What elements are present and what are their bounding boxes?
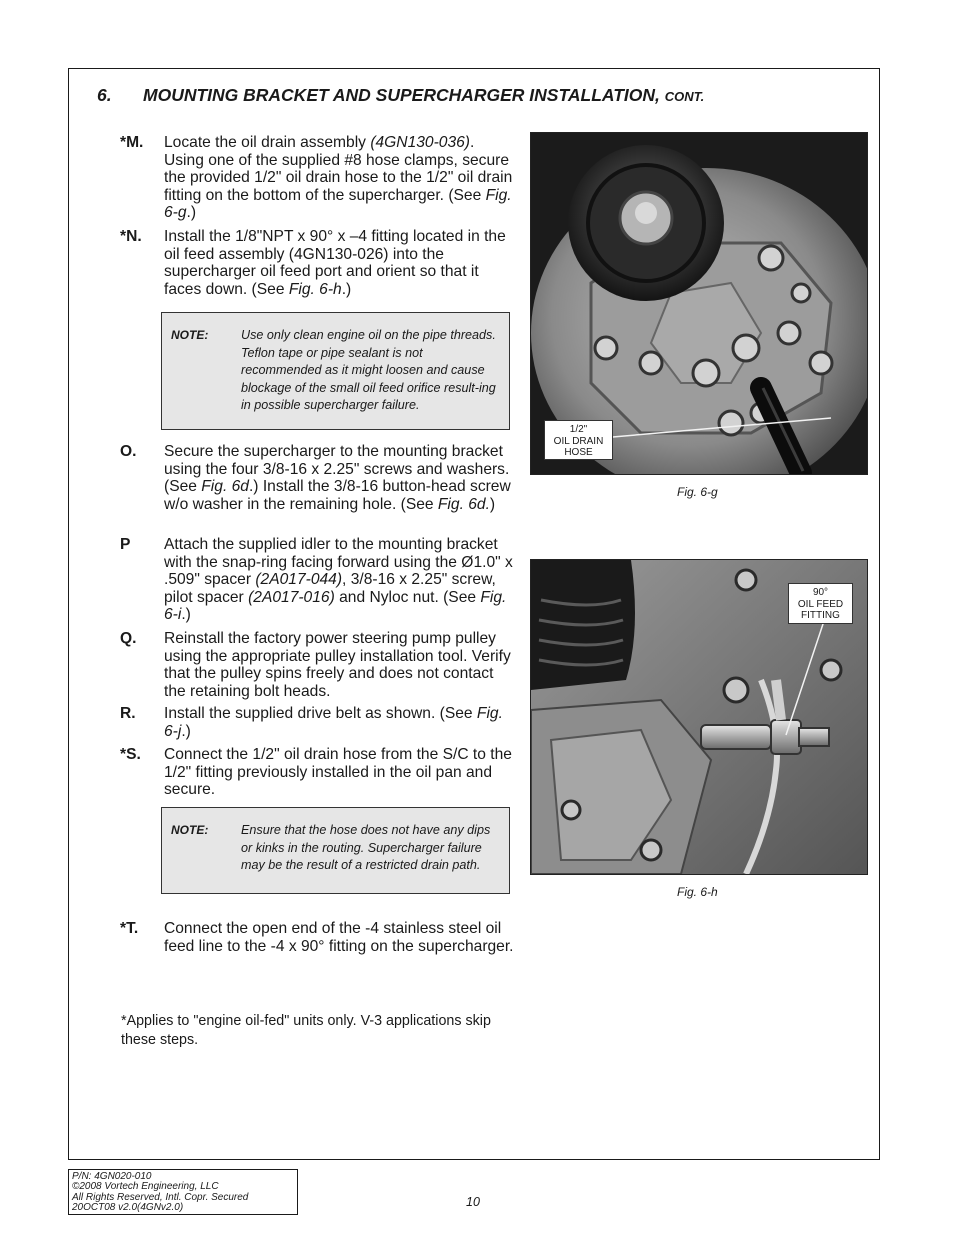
footer-line: ©2008 Vortech Engineering, LLC [72,1181,219,1193]
step-s [120,746,515,799]
figure-6h-caption: Fig. 6-h [677,885,718,899]
step-text: Locate the oil drain assembly (4GN130-036). Using one of the supplied #8 hose clamps, secure the provided 1/2" oil drain hose to the 1/2" oil drain fitting on the bottom of the supercharger. (See Fig. 6-g.) [164,134,513,222]
figure-6g-caption: Fig. 6-g [677,485,718,499]
step-text: Install the 1/8"NPT x 90° x –4 fitting located in the oil feed assembly (4GN130-026) into the supercharger oil feed port and orient so that it faces down. (See Fig. 6-h.) [164,228,506,298]
section-heading [97,85,704,106]
footnote: *Applies to "engine oil-fed" units only. V-3 applications skip these steps. [121,1013,491,1048]
step-label: O. [120,443,137,460]
step-text: Attach the supplied idler to the mounting bracket with the snap-ring facing forward using the Ø1.0" x .509" spacer (2A017-044), 3/8-16 x 2.25" screw, pilot spacer (2A017-016) and Nyloc nut. (See Fig. 6-i.) [164,536,513,624]
step-text: Connect the 1/2" oil drain hose from the S/C to the 1/2" fitting previously installed in the oil pan and secure. [164,746,512,799]
footer-line: P/N: 4GN020-010 [72,1171,152,1182]
figure-6g-callout: 1/2" OIL DRAIN HOSE [544,420,613,460]
note-box [161,312,510,430]
step-label: R. [120,705,136,722]
section-cont: CONT. [664,89,705,104]
step-text: Reinstall the factory power steering pump pulley using the appropriate pulley installation tool. Verify that the pulley spins freely and does not contact the retaining bolt heads. [164,630,511,700]
footer-line: All Rights Reserved, Intl. Copr. Secured [72,1191,249,1203]
step-m [120,134,515,222]
section-number: 6. [97,85,112,105]
figure-6h-callout: 90° OIL FEED FITTING [788,583,853,624]
note-box [161,807,510,894]
step-label: *T. [120,920,139,937]
step-label: Q. [120,630,137,647]
note-label: NOTE: [171,823,209,837]
note-label: NOTE: [171,328,209,342]
note-text: Ensure that the hose does not have any dips or kinks in the routing. Supercharger failure may be the result of a restricted drain path. [241,823,491,873]
step-text: Secure the supercharger to the mounting bracket using the four 3/8-16 x 2.25" screws and washers. (See Fig. 6d.) Install the 3/8-16 button-head screw w/o washer in the remaining hole. (See Fig. 6d.) [164,443,511,513]
step-label: *M. [120,134,144,151]
step-t [120,920,515,955]
step-o [120,443,515,513]
step-label: *N. [120,228,142,245]
step-p [120,536,515,624]
section-title: MOUNTING BRACKET AND SUPERCHARGER INSTALLATION, [143,85,660,105]
step-text: Install the supplied drive belt as shown. (See Fig. 6-j.) [164,705,503,740]
page-number: 10 [466,1195,480,1209]
step-q [120,630,515,700]
note-text: Use only clean engine oil on the pipe threads. Teflon tape or pipe sealant is not recommended as it might loosen and cause blockage of the small oil feed orifice result-ing in possible supercharger failure. [241,328,496,413]
step-n [120,228,515,298]
step-text: Connect the open end of the -4 stainless steel oil feed line to the -4 x 90° fitting on the supercharger. [164,920,514,955]
footer-info [68,1169,298,1215]
step-label: *S. [120,746,141,763]
step-label: P [120,536,131,553]
step-r [120,705,515,740]
footer-line: 20OCT08 v2.0(4GNv2.0) [72,1201,184,1213]
